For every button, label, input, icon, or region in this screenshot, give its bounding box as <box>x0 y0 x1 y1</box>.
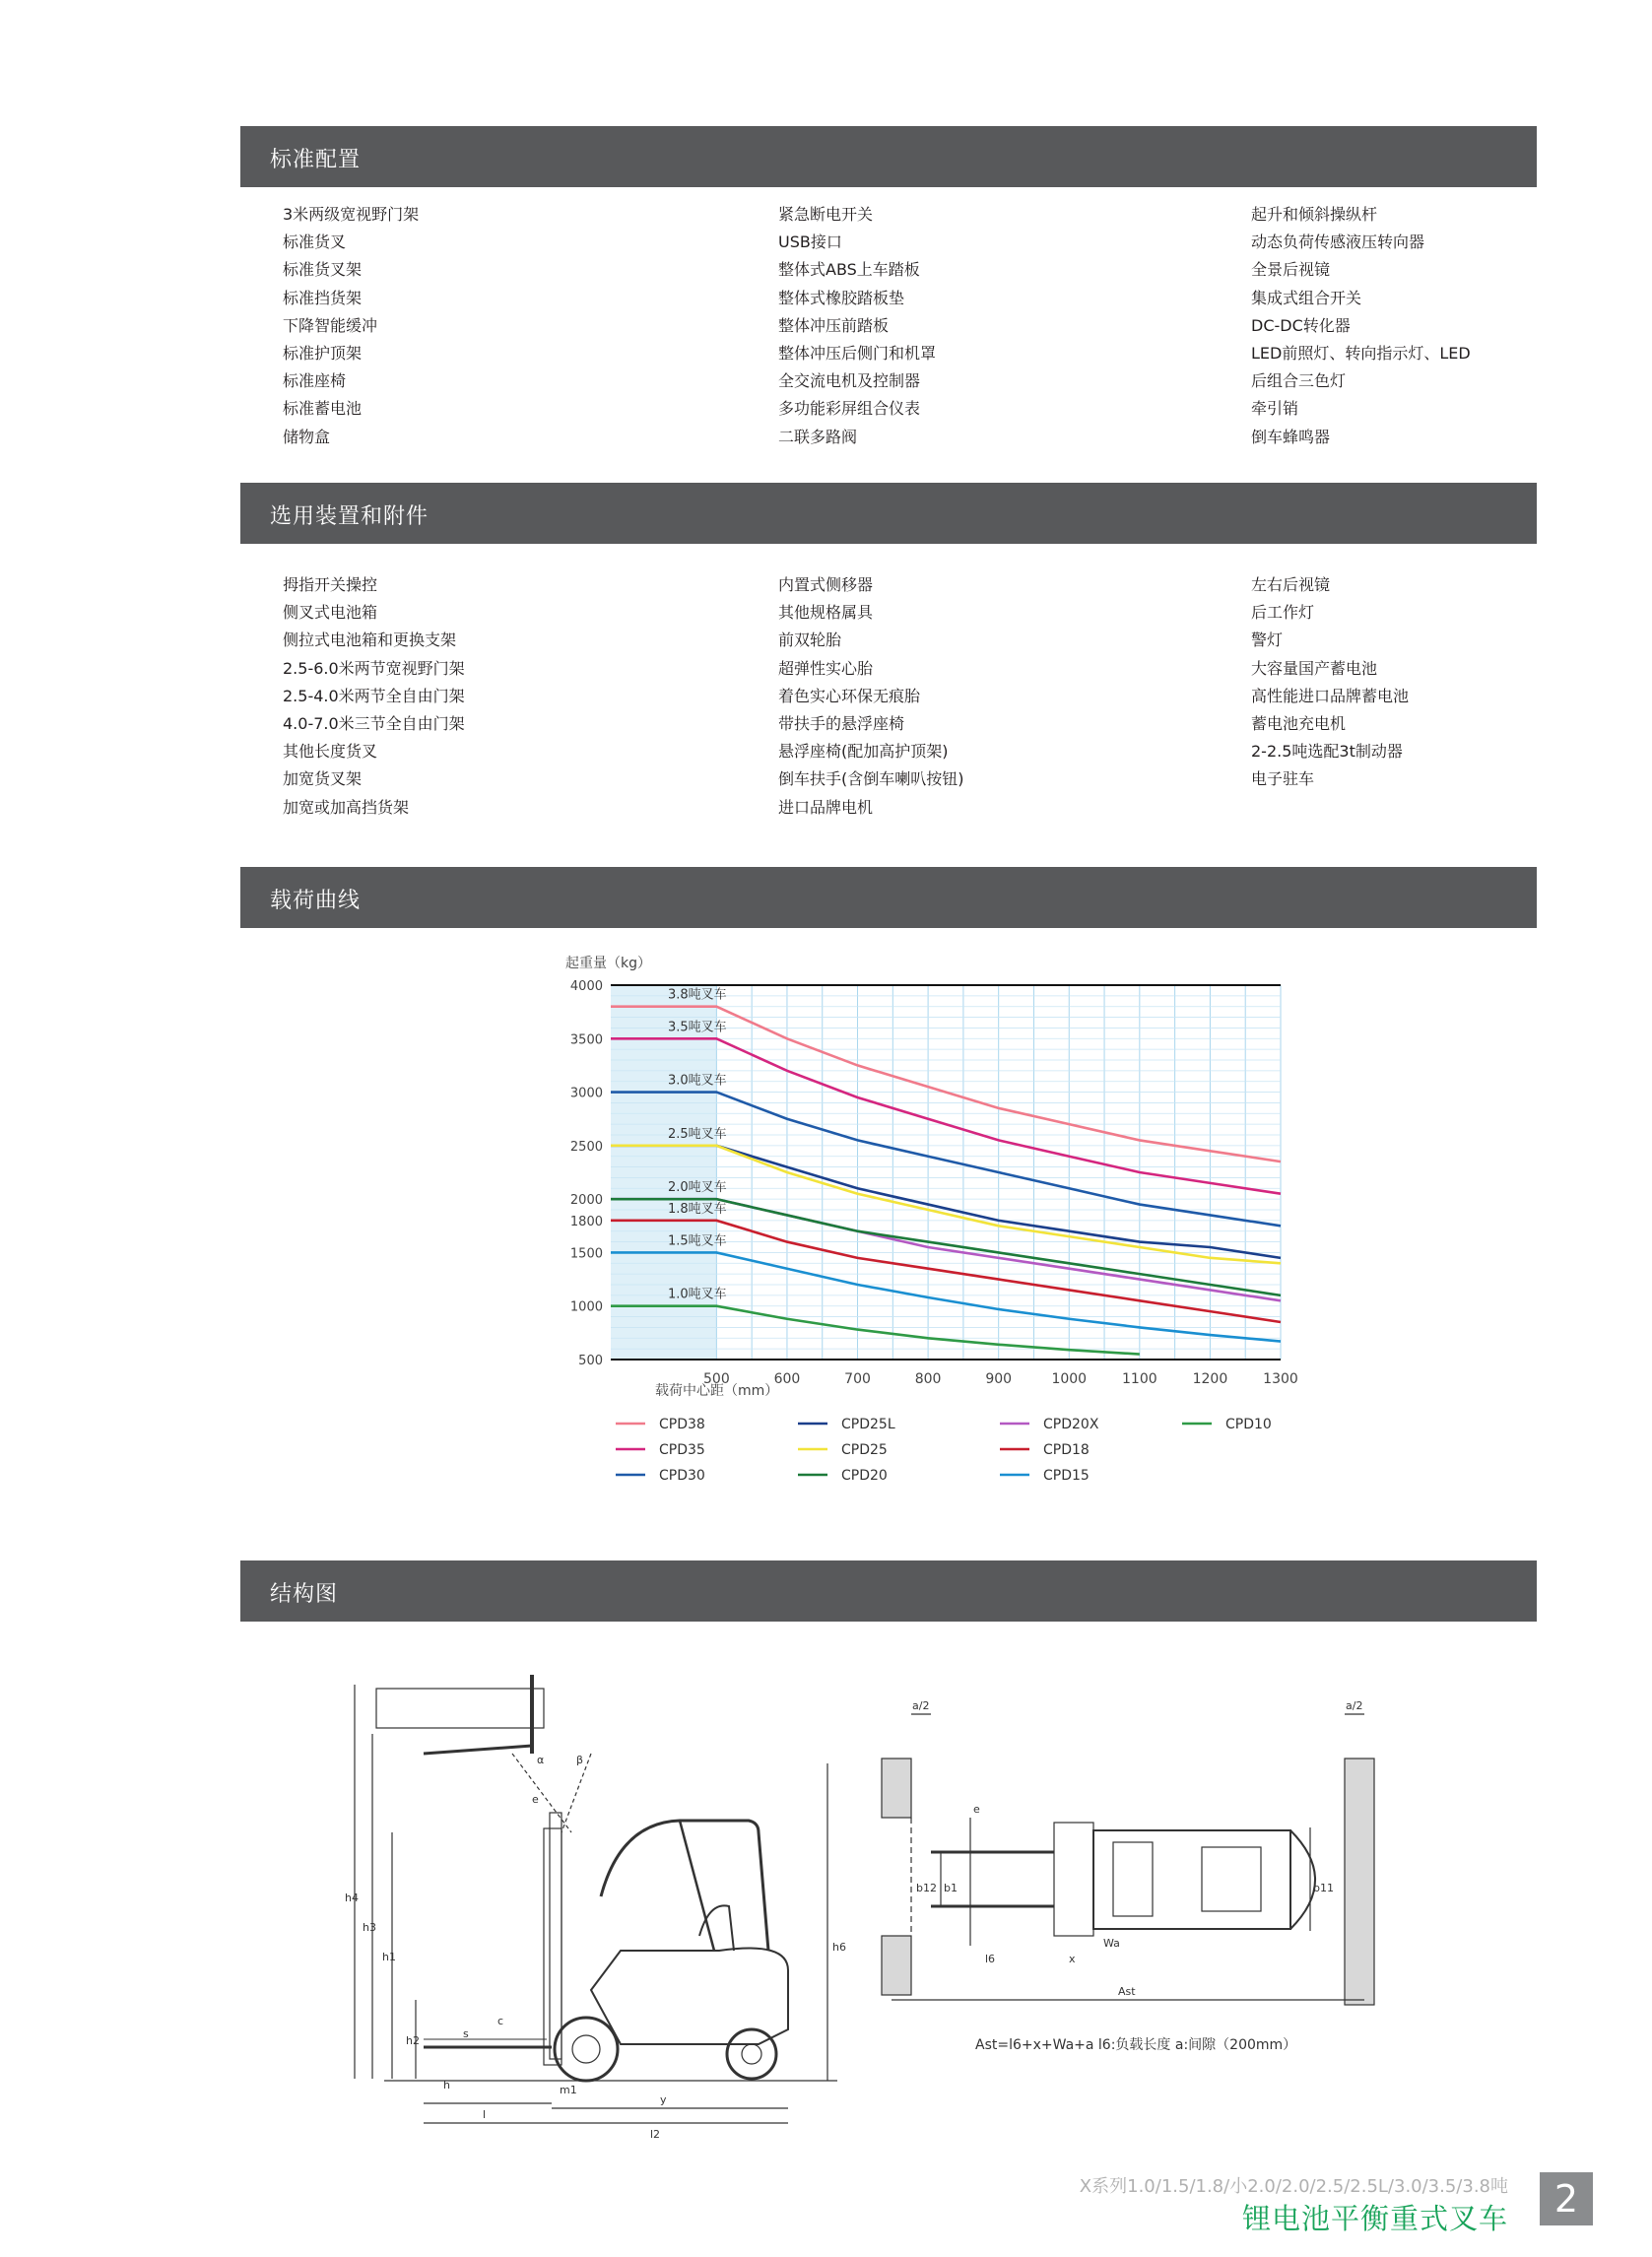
x-tick-label: 900 <box>985 1371 1013 1387</box>
legend-label-cpd10: CPD10 <box>1225 1417 1272 1432</box>
list-item: 标准护顶架 <box>283 344 363 364</box>
list-item: 高性能进口品牌蓄电池 <box>1251 686 1410 705</box>
legend-label-cpd20: CPD20 <box>841 1468 888 1484</box>
list-item: 悬浮座椅(配加高护顶架) <box>778 742 949 762</box>
options-list-col3 <box>1251 571 1409 794</box>
series-label-cpd15: 1.5吨叉车 <box>668 1233 727 1249</box>
list-item: 标准挡货架 <box>283 288 363 307</box>
dim-a2-left: a/2 <box>912 1699 930 1712</box>
list-item: 二联多路阀 <box>778 427 858 446</box>
list-item: 警灯 <box>1251 631 1284 650</box>
list-item: 4.0-7.0米三节全自由门架 <box>283 714 465 734</box>
standard-list-col2 <box>778 201 936 451</box>
list-item: 整体冲压前踏板 <box>778 315 890 335</box>
dim-b11: b11 <box>1313 1882 1334 1894</box>
series-label-cpd30: 3.0吨叉车 <box>668 1073 727 1089</box>
series-label-cpd35: 3.5吨叉车 <box>668 1020 727 1035</box>
list-item: 前双轮胎 <box>778 631 842 650</box>
list-item: 侧叉式电池箱 <box>283 603 378 623</box>
list-item: 标准货叉 <box>283 232 347 252</box>
list-item: 其他规格属具 <box>778 603 874 623</box>
dim-h: h <box>443 2079 450 2091</box>
list-item: 2.5-6.0米两节宽视野门架 <box>283 658 465 678</box>
section-options-title: 选用装置和附件 <box>270 504 430 529</box>
y-tick-label: 1500 <box>569 1246 603 1262</box>
list-item: 紧急断电开关 <box>778 205 874 224</box>
y-tick-label: 2500 <box>569 1139 603 1155</box>
x-tick-label: 1100 <box>1122 1371 1157 1387</box>
dim-m1: m1 <box>560 2084 577 2096</box>
list-item: 电子驻车 <box>1251 769 1315 789</box>
list-item: 储物盒 <box>283 427 331 446</box>
list-item: 2.5-4.0米两节全自由门架 <box>283 686 465 705</box>
legend-label-cpd25: CPD25 <box>841 1442 888 1458</box>
series-label-cpd10: 1.0吨叉车 <box>668 1287 727 1302</box>
list-item: 全景后视镜 <box>1251 260 1331 280</box>
dim-l: l <box>483 2108 487 2121</box>
list-item: 后组合三色灯 <box>1251 371 1347 391</box>
series-label-cpd38: 3.8吨叉车 <box>668 987 727 1003</box>
forklift-top-view <box>882 1714 1374 2005</box>
y-tick-label: 2000 <box>569 1193 603 1209</box>
dim-s: s <box>463 2027 469 2040</box>
section-load-curve-title: 载荷曲线 <box>270 889 362 913</box>
legend-label-cpd25l: CPD25L <box>841 1417 895 1432</box>
chart-xlabel: 载荷中心距（mm） <box>655 1383 779 1399</box>
list-item: 动态负荷传感液压转向器 <box>1251 232 1425 252</box>
y-tick-label: 500 <box>578 1354 603 1368</box>
x-tick-label: 1000 <box>1051 1371 1088 1387</box>
x-tick-label: 1300 <box>1263 1371 1298 1387</box>
section-load-curve-header <box>240 867 1537 928</box>
options-list-col2 <box>778 571 964 822</box>
list-item: 进口品牌电机 <box>778 797 874 817</box>
dim-h1: h1 <box>382 1951 396 1963</box>
dim-l2: l2 <box>650 2128 661 2141</box>
list-item: 后工作灯 <box>1251 603 1315 623</box>
dim-y: y <box>660 2093 667 2106</box>
legend-label-cpd38: CPD38 <box>659 1417 705 1432</box>
legend-label-cpd18: CPD18 <box>1043 1442 1090 1458</box>
legend-label-cpd15: CPD15 <box>1043 1468 1090 1484</box>
list-item: 下降智能缓冲 <box>283 315 378 335</box>
list-item: 3米两级宽视野门架 <box>283 205 420 224</box>
section-options-header <box>240 483 1537 544</box>
chart-ylabel: 起重量（kg） <box>565 956 651 971</box>
legend-label-cpd30: CPD30 <box>659 1468 705 1484</box>
y-tick-label: 3000 <box>569 1086 603 1101</box>
list-item: 超弹性实心胎 <box>778 658 874 678</box>
list-item: 集成式组合开关 <box>1251 288 1362 307</box>
dim-e: e <box>532 1793 539 1806</box>
series-label-cpd20: 2.0吨叉车 <box>668 1180 727 1196</box>
list-item: 带扶手的悬浮座椅 <box>778 714 905 734</box>
list-item: 加宽或加高挡货架 <box>283 797 410 817</box>
list-item: 起升和倾斜操纵杆 <box>1251 205 1378 224</box>
dim-c: c <box>497 2015 504 2027</box>
dim-ast: Ast <box>1118 1985 1136 1998</box>
list-item: 加宽货叉架 <box>283 769 363 789</box>
list-item: 内置式侧移器 <box>778 575 874 594</box>
list-item: 标准座椅 <box>283 371 347 391</box>
y-tick-label: 1800 <box>569 1214 603 1229</box>
options-list-col1 <box>283 571 465 822</box>
x-tick-label: 800 <box>914 1371 942 1387</box>
dim-a2-right: a/2 <box>1346 1699 1363 1712</box>
list-item: 大容量国产蓄电池 <box>1251 658 1378 678</box>
series-label-cpd18: 1.8吨叉车 <box>668 1201 727 1217</box>
list-item: 着色实心环保无痕胎 <box>778 686 921 705</box>
list-item: 蓄电池充电机 <box>1251 714 1347 734</box>
page-number: 2 <box>1540 2172 1593 2225</box>
list-item: 整体式ABS上车踏板 <box>778 260 920 280</box>
chart-shaded-region <box>611 985 716 1360</box>
list-item: 2-2.5吨选配3t制动器 <box>1251 742 1403 762</box>
list-item: LED前照灯、转向指示灯、LED <box>1251 344 1471 364</box>
legend-label-cpd35: CPD35 <box>659 1442 705 1458</box>
list-item: 整体式橡胶踏板垫 <box>778 288 905 307</box>
load-curve-chart <box>552 946 1320 1497</box>
dim-wa: Wa <box>1103 1937 1120 1950</box>
dim-h4: h4 <box>345 1892 359 1904</box>
y-tick-label: 3500 <box>569 1032 603 1048</box>
series-label-cpd25l: 2.5吨叉车 <box>668 1126 727 1142</box>
list-item: USB接口 <box>778 232 842 252</box>
section-structure-title: 结构图 <box>270 1582 339 1607</box>
section-structure-header <box>240 1560 1537 1622</box>
list-item: 全交流电机及控制器 <box>778 371 921 391</box>
list-item: 左右后视镜 <box>1251 575 1331 594</box>
dim-h2: h2 <box>406 2034 420 2047</box>
section-standard-header <box>240 126 1537 187</box>
forklift-side-view <box>355 1675 837 2123</box>
list-item: 标准蓄电池 <box>283 399 363 419</box>
x-tick-label: 600 <box>773 1371 801 1387</box>
dim-alpha: α <box>537 1754 545 1766</box>
list-item: 侧拉式电池箱和更换支架 <box>283 631 457 650</box>
list-item: 拇指开关操控 <box>283 575 378 594</box>
standard-list-col1 <box>283 201 419 451</box>
dim-b1: b1 <box>944 1882 958 1894</box>
dim-l6: l6 <box>985 1953 996 1965</box>
y-tick-label: 1000 <box>569 1299 603 1315</box>
structure-diagram <box>325 1655 1428 2141</box>
standard-list-col3 <box>1251 201 1471 451</box>
y-tick-label: 4000 <box>569 979 603 994</box>
x-tick-label: 1200 <box>1192 1371 1228 1387</box>
dim-e-top: e <box>973 1803 980 1816</box>
list-item: 多功能彩屏组合仪表 <box>778 399 921 419</box>
dim-b12: b12 <box>916 1882 937 1894</box>
list-item: 倒车扶手(含倒车喇叭按钮) <box>778 769 964 789</box>
footer-title: 锂电池平衡重式叉车 <box>1241 2202 1508 2235</box>
diagram-formula: Ast=l6+x+Wa+a l6:负载长度 a:间隙（200mm） <box>975 2037 1297 2053</box>
section-standard-title: 标准配置 <box>270 148 362 172</box>
list-item: DC-DC转化器 <box>1251 315 1351 335</box>
legend-label-cpd20x: CPD20X <box>1043 1417 1099 1432</box>
x-tick-label: 500 <box>703 1371 730 1387</box>
list-item: 整体冲压后侧门和机罩 <box>778 344 937 364</box>
dim-beta: β <box>576 1754 584 1766</box>
dim-h3: h3 <box>363 1921 376 1934</box>
list-item: 其他长度货叉 <box>283 742 378 762</box>
footer-subtitle: X系列1.0/1.5/1.8/小2.0/2.0/2.5/2.5L/3.0/3.5/3.8吨 <box>1079 2176 1508 2197</box>
list-item: 倒车蜂鸣器 <box>1251 427 1331 446</box>
dim-h6: h6 <box>832 1941 846 1954</box>
x-tick-label: 700 <box>844 1371 871 1387</box>
dim-x: x <box>1069 1953 1076 1965</box>
load-curve-svg <box>552 946 1320 1497</box>
list-item: 标准货叉架 <box>283 260 363 280</box>
list-item: 牵引销 <box>1251 399 1299 419</box>
